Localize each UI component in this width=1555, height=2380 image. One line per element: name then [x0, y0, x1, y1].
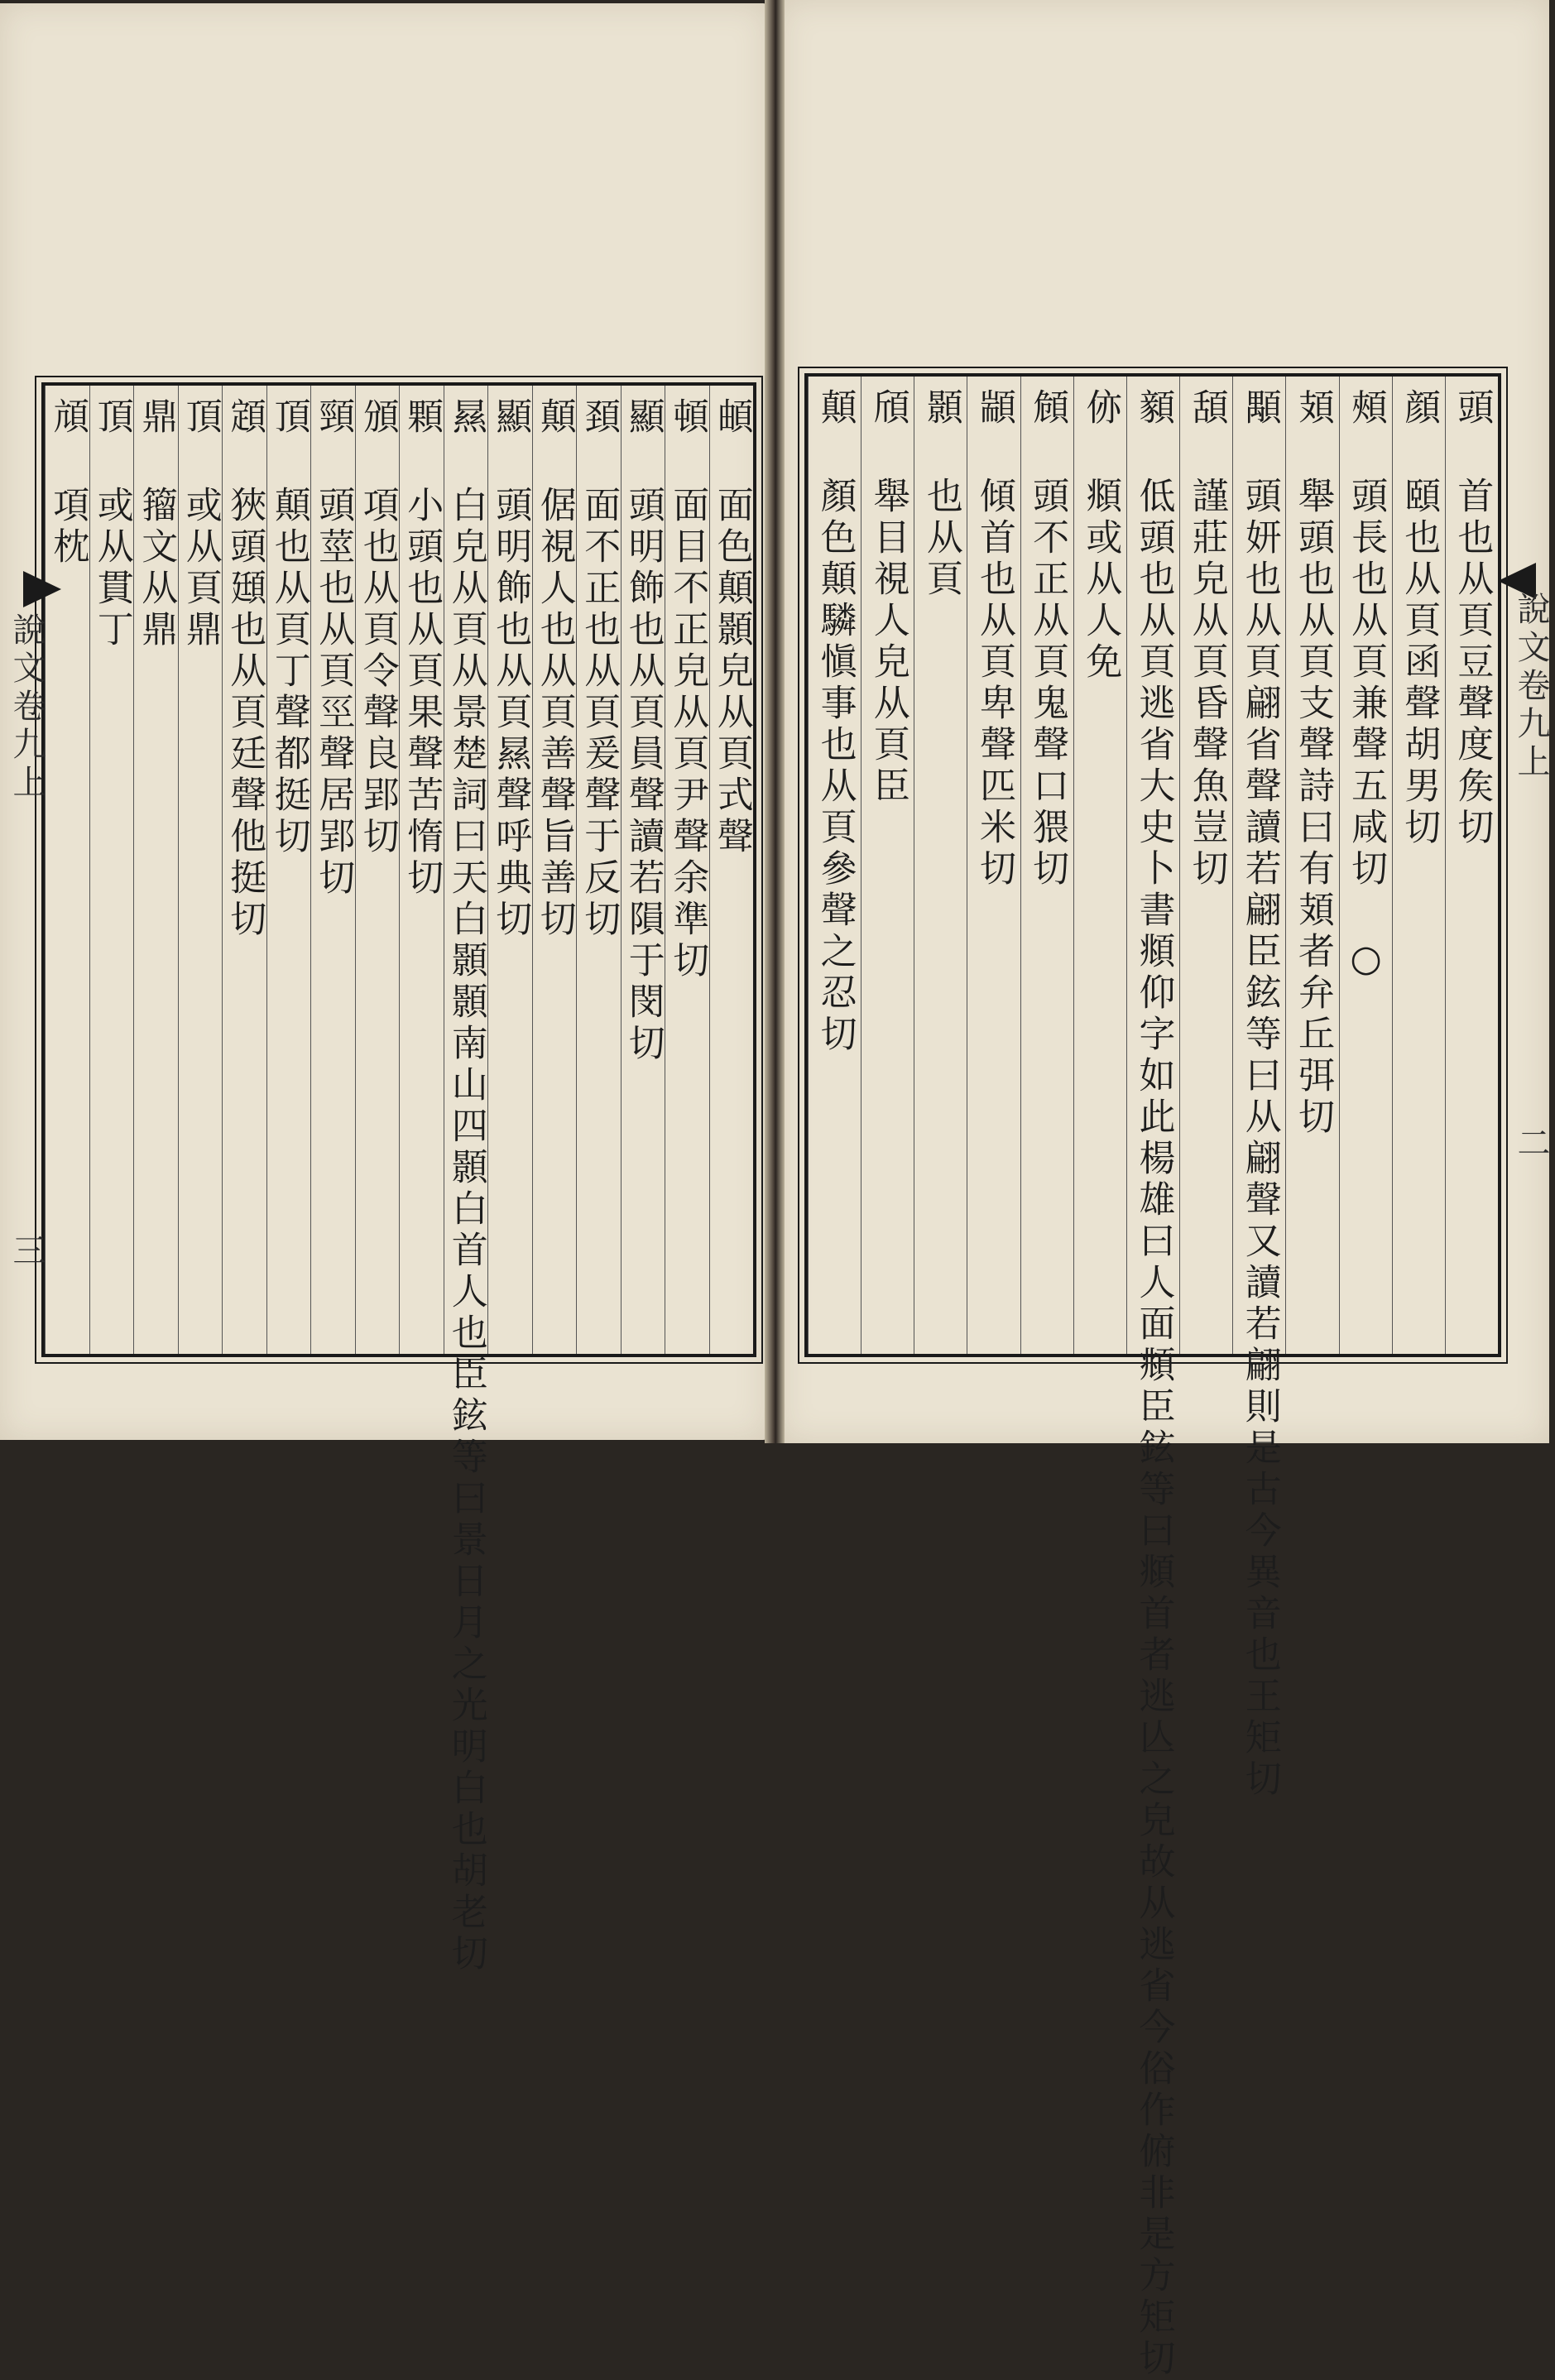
left-column: [444, 386, 488, 1975]
left-column-text: 頒 項也从頁令聲良郢切: [356, 397, 399, 858]
left-column: [310, 386, 355, 1354]
left-column: [399, 386, 444, 1354]
left-column-text: 頂 顛也从頁丁聲都挺切: [267, 397, 310, 858]
right-column-text: 顡 低頭也从頁逃省大史卜書頫仰字如此楊雄曰人面頫臣鉉等曰頫首者逃亾之皃故从逃省今俗作俯非是方矩切: [1132, 388, 1175, 2380]
left-column: [355, 386, 400, 1354]
left-column-text: 頚 面不正也从頁爰聲于反切: [578, 397, 621, 941]
left-column-text: 頂 或从貫丁: [90, 397, 133, 651]
right-column: [1392, 377, 1445, 1354]
left-column-text: 頸 頭莖也从頁巠聲居郢切: [312, 397, 355, 900]
right-column: [1232, 377, 1285, 1801]
book-gutter: [765, 0, 785, 1443]
right-column: [1126, 377, 1179, 2380]
left-fishtail-mark: [23, 571, 61, 607]
right-column-text: 㑊 頫或从人免: [1079, 388, 1122, 684]
left-column: [487, 386, 532, 1354]
left-column: [89, 386, 134, 1354]
left-column-text: 頔 面色顛顥皃从頁式聲: [710, 397, 753, 858]
left-column: [665, 386, 709, 1354]
left-column: [133, 386, 178, 1354]
left-margin-title: 說文卷九上: [7, 612, 46, 803]
right-column: [967, 377, 1020, 1354]
right-column: [1285, 377, 1338, 1354]
right-column: [1179, 377, 1232, 1354]
right-column: [1339, 377, 1392, 1354]
right-column-text: 顛 顏色顛驎愼事也从頁參聲之忍切: [813, 388, 857, 1056]
left-column-text: 顯 頭明飾也从頁㬎聲呼典切: [489, 397, 532, 941]
left-column: [709, 386, 754, 1354]
left-column: [222, 386, 266, 1354]
left-column: [576, 386, 621, 1354]
right-column-text: 顓 傾首也从頁卑聲匹米切: [973, 388, 1016, 890]
left-column-text: 顛 倨視人也从頁善聲旨善切: [533, 397, 576, 941]
left-column: [532, 386, 577, 1354]
left-column-text: 㬎 白皃从頁从景楚詞曰天白顥顥南山四顥白首人也臣鉉等曰景日月之光明白也胡老切: [444, 397, 487, 1975]
right-column: [1445, 377, 1498, 1354]
left-column-text: 顆 小頭也从頁果聲苦惰切: [401, 397, 444, 900]
right-column-text: 顒 頭妍也从頁翩省聲讀若翩臣鉉等曰从翩聲又讀若翩則是古今異音也王矩切: [1238, 388, 1281, 1801]
left-column-text: 頂 或从頁鼎: [179, 397, 222, 651]
right-column-text: 頍 舉頭也从頁支聲詩曰有頍者弁丘弭切: [1291, 388, 1334, 1139]
right-column-text: 顔 頤也从頁函聲胡男切: [1398, 388, 1441, 849]
left-margin-page: 三: [7, 1233, 46, 1271]
left-column-text: 頏 項枕: [46, 397, 89, 569]
left-column-text: 顁 狹頭頲也从頁廷聲他挺切: [223, 397, 266, 941]
left-text-frame: [41, 382, 756, 1975]
right-column: [861, 377, 914, 1354]
right-text-frame: [804, 373, 1501, 2380]
right-margin-page: 二: [1512, 1125, 1550, 1164]
left-column: [178, 386, 223, 1354]
right-column: [1073, 377, 1126, 1354]
right-column-text: 頰 頭長也从頁兼聲五咸切 ○: [1345, 388, 1388, 985]
right-column-text: 頎 舉目視人皃从頁臣: [866, 388, 909, 808]
right-column-text: 頭 首也从頁豆聲度矦切: [1451, 388, 1494, 849]
left-column: [621, 386, 665, 1354]
left-column-text: 頓 面目不正皃从頁尹聲余準切: [666, 397, 709, 982]
right-column-text: 顥 也从頁: [919, 388, 962, 601]
right-column: [1020, 377, 1073, 1354]
right-column: [914, 377, 967, 1354]
left-column: [266, 386, 311, 1354]
right-column: [808, 377, 861, 1354]
right-margin-title: 說文卷九上: [1512, 592, 1550, 782]
left-column-text: 鼎 籀文从鼎: [135, 397, 178, 651]
right-column-text: 頢 謹莊皃从頁昏聲魚豈切: [1185, 388, 1228, 890]
left-column-text: 顯 頭明飾也从頁員聲讀若隕于閔切: [622, 397, 665, 1065]
right-column-text: 頠 頭不正从頁鬼聲口猥切: [1026, 388, 1069, 890]
left-column: [45, 386, 89, 1354]
